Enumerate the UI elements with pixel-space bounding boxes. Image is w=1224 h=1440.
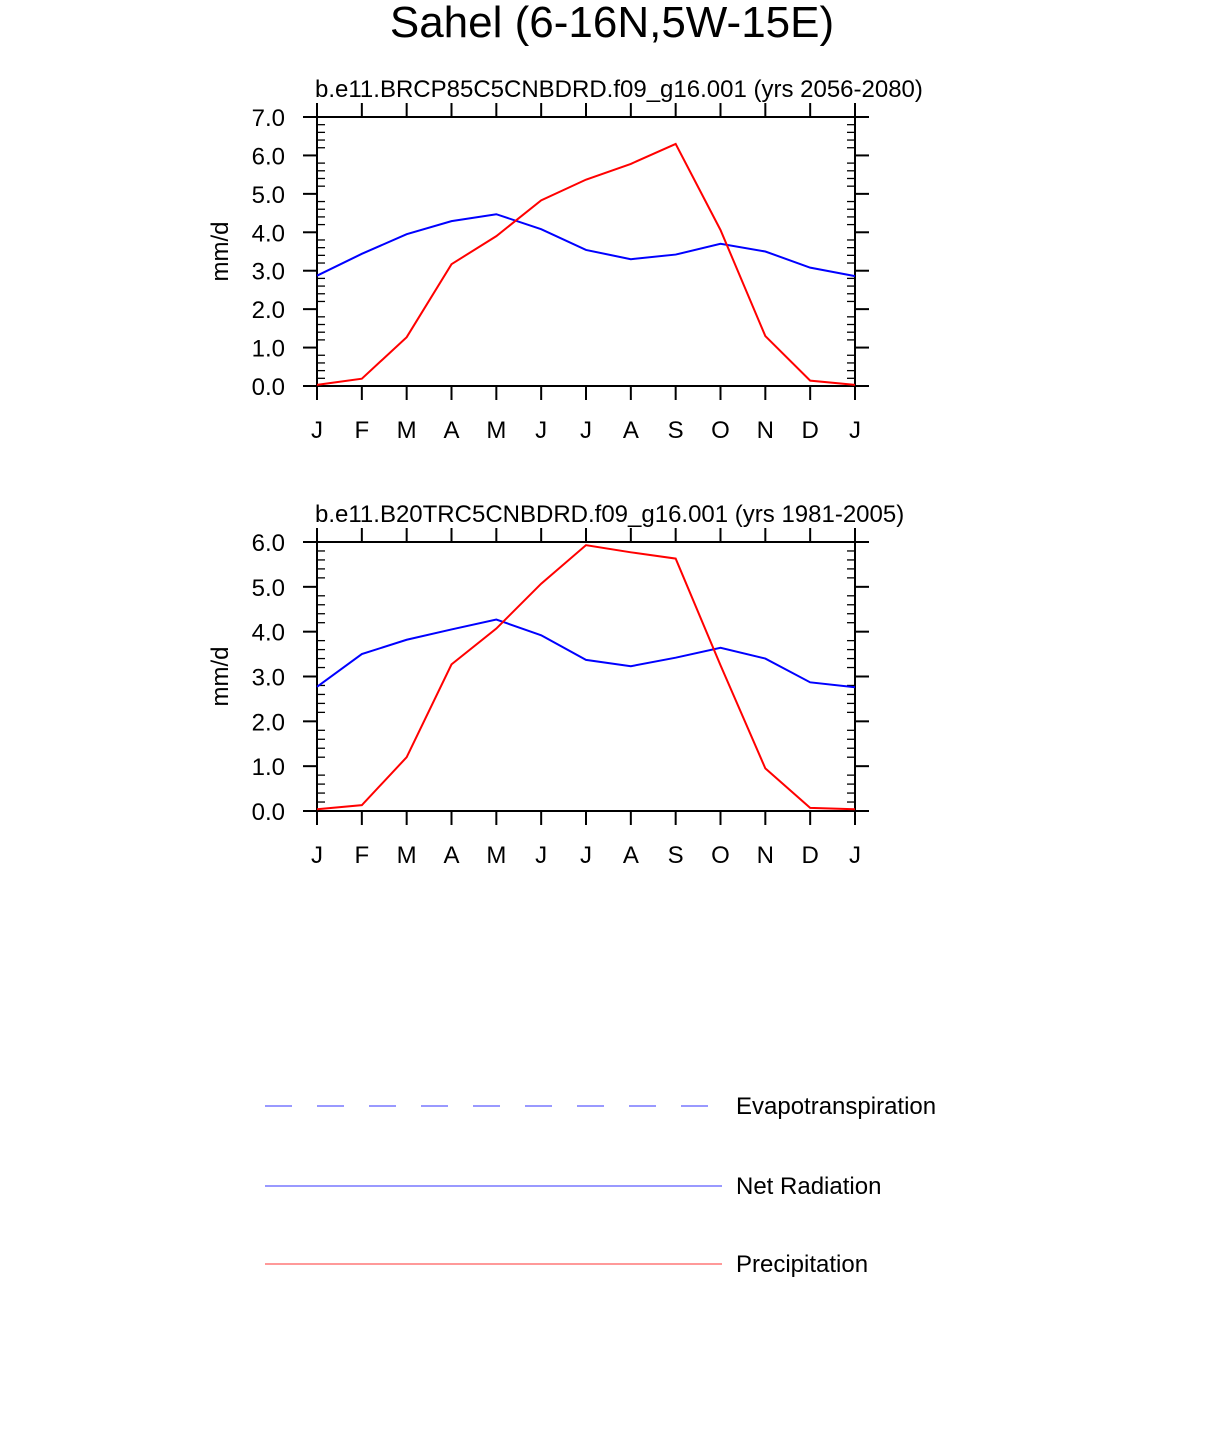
x-tick-label: A [443,842,460,869]
y-tick-label: 5.0 [251,574,285,602]
x-tick-label: J [849,417,861,444]
y-tick-label: 6.0 [251,530,285,557]
legend-label: Net Radiation [736,1173,882,1200]
main-title: Sahel (6-16N,5W-15E) [389,0,835,47]
plot-frame [317,542,855,811]
series-line-precipitation [317,545,855,809]
x-tick-label: D [801,417,819,444]
y-tick-label: 5.0 [251,181,285,209]
legend-label: Evapotranspiration [736,1093,937,1120]
series-line-net-radiation [317,620,855,688]
y-tick-label: 0.0 [251,799,285,826]
y-tick-label: 1.0 [251,754,285,782]
y-tick-label: 6.0 [251,143,285,171]
x-tick-label: A [443,417,460,444]
y-tick-label: 7.0 [251,105,285,132]
y-tick-label: 3.0 [251,258,285,286]
x-tick-label: F [354,842,370,869]
x-tick-label: M [396,417,417,444]
series-line-net-radiation [317,214,855,276]
x-tick-label: N [756,842,775,869]
x-tick-label: M [486,842,507,869]
x-tick-label: J [535,417,548,444]
x-tick-label: A [622,417,639,444]
y-axis-label: mm/d [207,221,234,282]
x-tick-label: M [486,417,507,444]
y-axis-label: mm/d [207,646,234,707]
y-tick-label: 0.0 [251,374,285,401]
panel-2 [207,501,904,869]
x-tick-label: D [801,842,819,869]
x-tick-label: A [622,842,639,869]
x-tick-label: J [311,417,323,444]
legend-label: Precipitation [736,1251,869,1278]
series-line-precipitation [317,144,855,385]
x-tick-label: N [756,417,775,444]
y-tick-label: 3.0 [251,664,285,692]
legend [265,1093,936,1278]
x-tick-label: J [580,842,592,869]
x-tick-label: S [667,842,684,869]
x-tick-label: S [667,417,684,444]
x-tick-label: M [396,842,417,869]
x-tick-label: J [311,842,323,869]
panel-title: b.e11.B20TRC5CNBDRD.f09_g16.001 (yrs 1981-2005) [315,501,905,528]
x-tick-label: O [711,417,730,444]
x-tick-label: J [849,842,861,869]
y-tick-label: 2.0 [251,709,285,737]
x-tick-label: J [535,842,548,869]
y-tick-label: 2.0 [251,297,285,325]
x-tick-label: J [580,417,592,444]
panel-1 [207,76,923,444]
x-tick-label: O [711,842,730,869]
panel-title: b.e11.BRCP85C5CNBDRD.f09_g16.001 (yrs 2056-2080) [315,76,923,103]
y-tick-label: 4.0 [251,220,285,248]
y-tick-label: 1.0 [251,335,285,363]
x-tick-label: F [354,417,370,444]
y-tick-label: 4.0 [251,619,285,647]
